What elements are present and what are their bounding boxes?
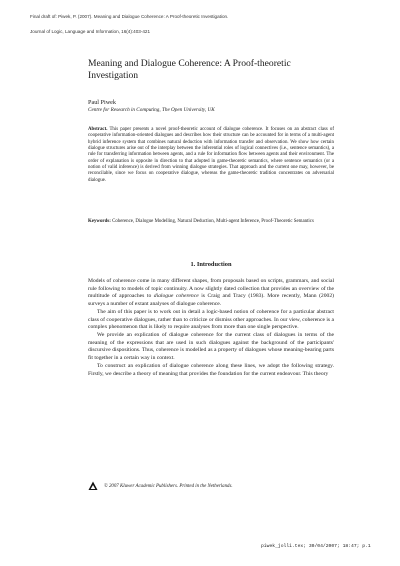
author-name: Paul Piwek	[88, 99, 117, 106]
paragraph-1-text-a: Models of coherence come in many different shapes, from proposals based on scripts, grammars, and social rule following to models of topic continuity. A now slightly dated collection that provides an overview of the multitude of approaches to	[88, 278, 334, 300]
abstract	[88, 127, 334, 184]
author-affiliation: Centre for Research in Computing, The Open University, UK	[88, 107, 215, 113]
journal-line: Journal of Logic, Language and Information, 16(4):403-421	[30, 29, 151, 34]
section-heading: 1. Introduction	[190, 261, 232, 268]
keywords	[88, 219, 334, 225]
paragraph-4: To construct an explication of dialogue coherence along these lines, we adopt the following strategy. Firstly, we describe a theory of meaning that provides the foundation for the current endeavour. This theory	[88, 362, 334, 377]
kluwer-logo-icon	[88, 481, 98, 491]
paragraph-2: The aim of this paper is to work out in detail a logic-based notion of coherence for a particular abstract class of cooperative dialogues, rather than to criticize or dismiss other approaches. In our view, coherence is a complex phenomenon that is likely to require analyses from more than one single perspective.	[88, 308, 334, 331]
publisher-copyright: © 2007 Kluwer Academic Publishers. Printed in the Netherlands.	[104, 483, 233, 489]
keywords-text: Coherence, Dialogue Modelling, Natural Deduction, Multi-agent Inference, Proof-Theoretic Semantics	[112, 219, 314, 224]
paper-title: Meaning and Dialogue Coherence: A Proof-theoretic Investigation	[88, 58, 291, 81]
abstract-text: This paper presents a novel proof-theoretic account of dialogue coherence. It focuses on an abstract class of cooperative information-oriented dialogues and describes how their structure can be accounted for in terms of a multi-agent hybrid inference system that combines natural deduction with information transfer and observation. We show how certain dialogue structures arise out of the interplay between the inferential roles of logical connectives (i.e., sentence semantics), a rule for transferring information between agents, and a rule for information flow between agents and their environment. The order of explanation is opposite in direction to that adopted in game-theoretic semantics, where sentence semantics (or a notion of valid inference) is derived from winning dialogue strategies. That approach and the current one may, however, be reconcilable, since we focus on cooperative dialogue, whereas the game-theoretic tradition concentrates on adversarial dialogue.	[88, 127, 334, 183]
paragraph-1	[88, 278, 334, 309]
publisher-footer	[88, 481, 233, 491]
file-info: piwek_jolli.tex; 30/04/2007; 18:47; p.1	[261, 544, 371, 549]
paragraph-1-emphasis: dialogue coherence	[153, 293, 199, 300]
paragraph-1-text-b: is Craig and Tracy (1983). More recently, Mann (2002) surveys a number of extant analyses of dialogue coherence.	[88, 293, 334, 308]
abstract-label: Abstract.	[88, 127, 108, 132]
keywords-label: Keywords:	[88, 219, 111, 224]
paragraph-3: We provide an explication of dialogue coherence for the current class of dialogues in terms of the meaning of the expressions that are used in such dialogues against the background of the participants' discursive dispositions. Thus, coherence is modelled as a property of dialogues whose meaning-bearing parts fit together in a certain way in context.	[88, 332, 334, 362]
citation-line: Final draft of: Piwek, P. (2007). Meaning and Dialogue Coherence: A Proof-theoretic Investigation.	[30, 14, 229, 19]
body-text	[88, 278, 334, 378]
